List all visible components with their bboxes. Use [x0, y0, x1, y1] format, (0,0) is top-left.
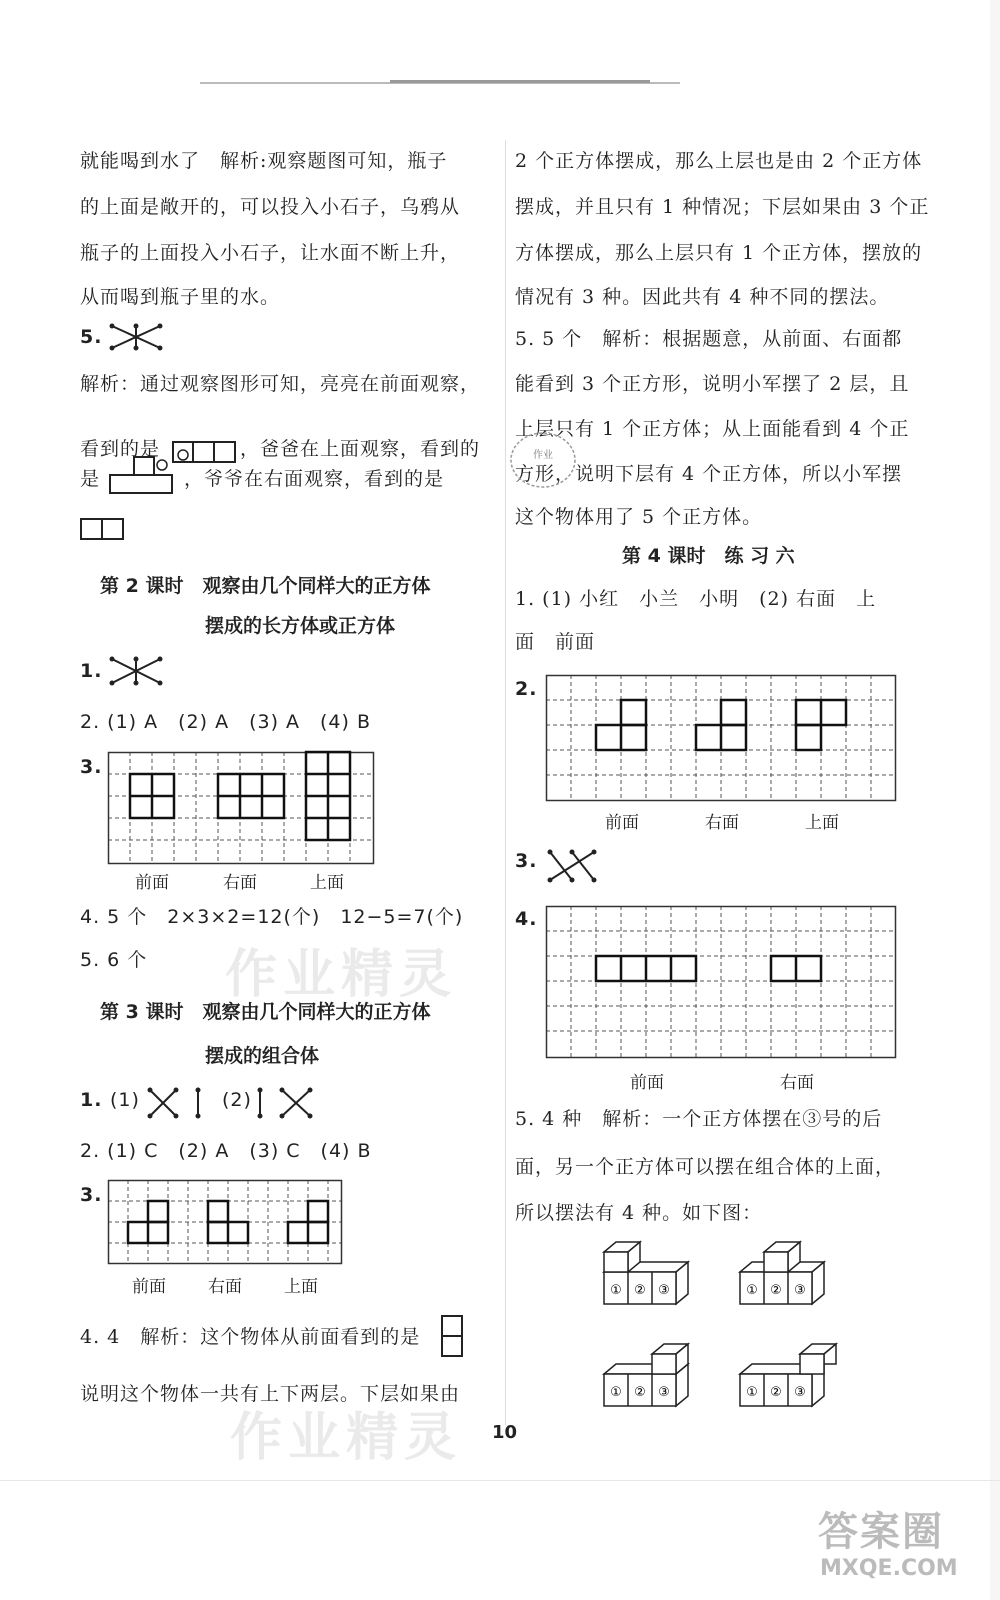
s3-q4-a: 4. 4 解析：这个物体从前面看到的是	[80, 1326, 421, 1348]
header-rule-accent	[390, 80, 650, 83]
section-2-title-b: 摆成的长方体或正方体	[205, 615, 396, 637]
caption-front: 前面	[605, 813, 639, 833]
top-view-icon	[108, 455, 180, 495]
s3-q1-number: 1.	[80, 1089, 103, 1111]
cube-arrangement-3	[600, 1340, 700, 1412]
section-3-title-b: 摆成的组合体	[205, 1045, 320, 1067]
cube-label: ②	[770, 1385, 782, 1400]
s3-q1-b: (2)	[222, 1089, 252, 1111]
page-edge	[990, 0, 1000, 1600]
r-q3-number: 3.	[515, 850, 538, 872]
left-line-2: 的上面是敞开的，可以投入小石子，乌鸦从	[80, 196, 461, 218]
s3-q4-b: 说明这个物体一共有上下两层。下层如果由	[80, 1383, 461, 1405]
grid-views-r2	[546, 675, 896, 801]
caption-front: 前面	[132, 1277, 166, 1297]
logo-en-text: MXQE.COM	[820, 1556, 958, 1581]
cube-label: ①	[746, 1283, 758, 1298]
cube-label: ③	[658, 1283, 670, 1298]
column-divider	[505, 140, 506, 1425]
cube-label: ①	[610, 1385, 622, 1400]
q5-analysis-c2: ，爷爷在右面观察，看到的是	[184, 468, 445, 490]
right-line-8: 方形，说明下层有 4 个正方体，所以小军摆	[515, 463, 903, 485]
cube-label: ③	[794, 1283, 806, 1298]
cube-label: ①	[610, 1283, 622, 1298]
stamp-icon	[508, 430, 578, 490]
r-q5-c: 所以摆法有 4 种。如下图：	[515, 1202, 763, 1224]
grid-views-r4	[546, 906, 896, 1058]
cube-label: ②	[634, 1283, 646, 1298]
caption-top: 上面	[805, 813, 839, 833]
left-line-3: 瓶子的上面投入小石子，让水面不断上升，	[80, 242, 461, 264]
q5-analysis-b1: 看到的是	[80, 438, 161, 460]
s2-q2: 2. (1) A (2) A (3) A (4) B	[80, 711, 372, 733]
match-lines-icon	[546, 848, 598, 884]
cube-label: ③	[658, 1385, 670, 1400]
caption-front: 前面	[630, 1073, 664, 1093]
r-q4-number: 4.	[515, 908, 538, 930]
s2-q1-number: 1.	[80, 660, 103, 682]
cube-label: ②	[770, 1283, 782, 1298]
match-lines-icon	[108, 322, 164, 352]
cube-arrangement-1	[600, 1244, 700, 1310]
match-lines-icon	[256, 1086, 318, 1120]
right-line-9: 这个物体用了 5 个正方体。	[515, 506, 763, 528]
grid-views-s2	[108, 752, 374, 864]
left-line-4: 从而喝到瓶子里的水。	[80, 286, 281, 308]
q5-analysis-a: 解析：通过观察图形可知，亮亮在前面观察，	[80, 373, 481, 395]
r-q2-number: 2.	[515, 678, 538, 700]
caption-right: 右面	[705, 813, 739, 833]
left-line-1: 就能喝到水了 解析:观察题图可知，瓶子	[80, 150, 448, 172]
s3-q2: 2. (1) C (2) A (3) C (4) B	[80, 1140, 372, 1162]
r-q5-a: 5. 4 种 解析：一个正方体摆在③号的后	[515, 1108, 883, 1130]
s3-q3-number: 3.	[80, 1184, 103, 1206]
s3-q1-a: (1)	[110, 1089, 140, 1111]
two-layer-icon	[440, 1314, 466, 1360]
right-view-icon	[80, 518, 124, 540]
q5-number: 5.	[80, 326, 103, 348]
section-4-title: 第 4 课时 练 习 六	[622, 545, 795, 567]
q5-analysis-c1: 是	[80, 468, 101, 490]
cube-label: ②	[634, 1385, 646, 1400]
footer-rule	[0, 1480, 1000, 1481]
r-q1-a: 1. (1) 小红 小兰 小明 (2) 右面 上	[515, 588, 877, 610]
right-line-1: 2 个正方体摆成，那么上层也是由 2 个正方体	[515, 150, 923, 172]
r-q5-b: 面，另一个正方体可以摆在组合体的上面，	[515, 1156, 896, 1178]
s2-q4: 4. 5 个 2×3×2=12(个) 12−5=7(个)	[80, 906, 464, 928]
caption-right: 右面	[223, 873, 257, 893]
watermark: 作业精灵	[230, 1408, 463, 1468]
footer-logo	[808, 1500, 978, 1590]
r-q1-b: 面 前面	[515, 631, 596, 653]
match-lines-icon	[108, 655, 164, 687]
right-line-5: 5. 5 个 解析：根据题意，从前面、右面都	[515, 328, 903, 350]
cube-arrangement-2	[736, 1244, 836, 1310]
s2-q3-number: 3.	[80, 756, 103, 778]
right-line-6: 能看到 3 个正方形，说明小军摆了 2 层，且	[515, 373, 910, 395]
section-2-title-a: 第 2 课时 观察由几个同样大的正方体	[100, 575, 431, 597]
cube-label: ①	[746, 1385, 758, 1400]
right-line-4: 情况有 3 种。因此共有 4 种不同的摆法。	[515, 286, 890, 308]
stamp-text: 作业	[533, 450, 553, 461]
caption-right: 右面	[208, 1277, 242, 1297]
caption-right: 右面	[780, 1073, 814, 1093]
match-lines-icon	[146, 1086, 208, 1120]
caption-top: 上面	[310, 873, 344, 893]
right-line-2: 摆成，并且只有 1 种情况；下层如果由 3 个正	[515, 196, 930, 218]
watermark: 作业精灵	[225, 945, 458, 1005]
caption-top: 上面	[284, 1277, 318, 1297]
right-line-7: 上层只有 1 个正方体；从上面能看到 4 个正	[515, 418, 910, 440]
section-3-title-a: 第 3 课时 观察由几个同样大的正方体	[100, 1001, 431, 1023]
caption-front: 前面	[135, 873, 169, 893]
q5-analysis-b2: ，爸爸在上面观察，看到的	[240, 438, 481, 460]
logo-cn-text: 答案圈	[818, 1509, 944, 1555]
right-line-3: 方体摆成，那么上层只有 1 个正方体，摆放的	[515, 242, 923, 264]
front-view-icon	[172, 438, 236, 464]
s2-q5: 5. 6 个	[80, 949, 148, 971]
page-number: 10	[492, 1422, 518, 1443]
cube-arrangement-4	[736, 1336, 836, 1412]
grid-views-s3	[108, 1180, 342, 1264]
cube-label: ③	[794, 1385, 806, 1400]
